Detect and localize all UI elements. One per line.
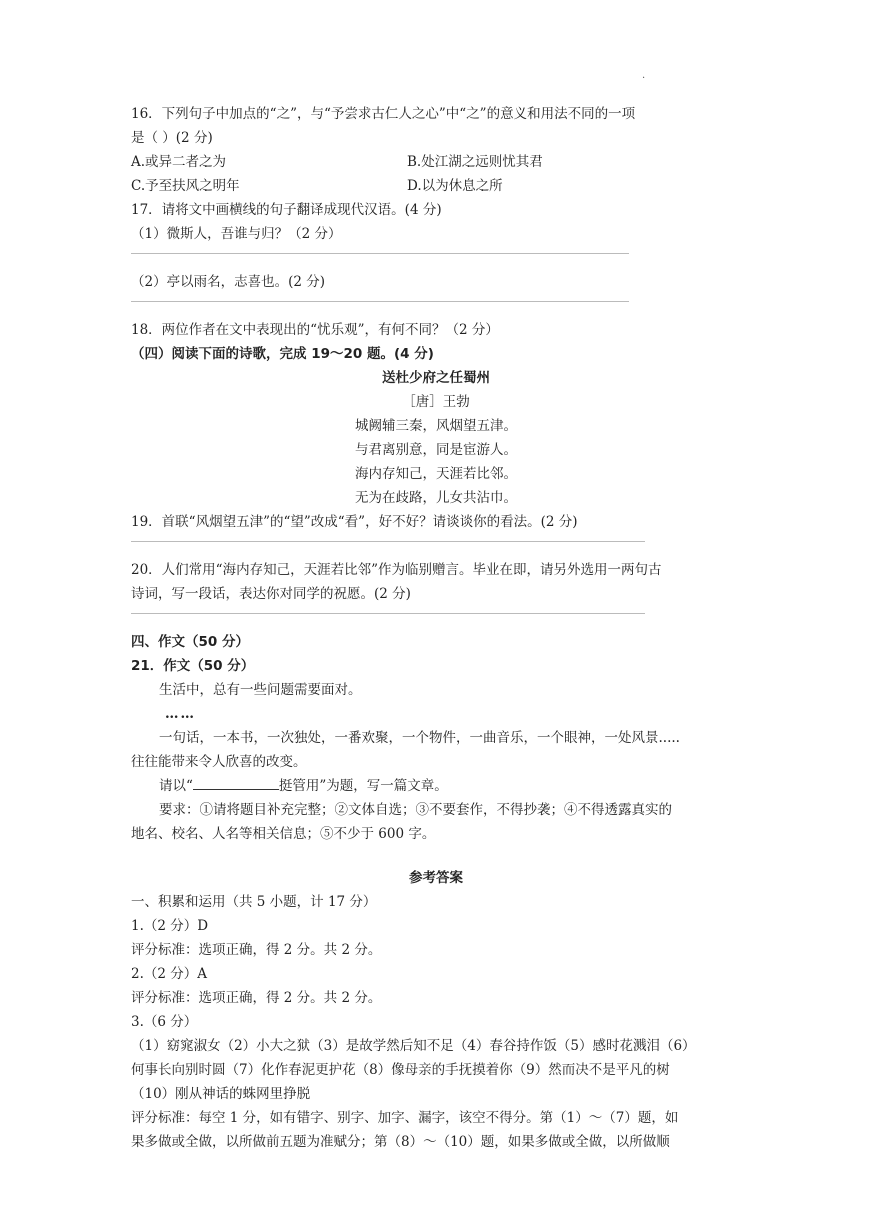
dotted-char: 之 xyxy=(461,154,476,170)
dotted-char: 之 xyxy=(199,154,213,170)
q16-option-c: C.予至扶风之明年 xyxy=(131,178,240,194)
q21-para1: 生活中，总有一些问题需要面对。 xyxy=(159,682,362,698)
part4-heading: 四、作文（50 分） xyxy=(131,634,249,650)
answer-line xyxy=(131,253,629,254)
dotted-char: 之 xyxy=(199,178,213,194)
q21-ellipsis: …… xyxy=(165,706,196,722)
answer-2: 2.（2 分）A xyxy=(131,966,208,982)
answer-line xyxy=(131,541,645,542)
answer-3-standard-line2: 果多做或全做，以所做前五题为准赋分；第（8）～（10）题，如果多做或全做，以所做顺 xyxy=(131,1134,670,1150)
answer-1: 1.（2 分）D xyxy=(131,918,209,934)
q21-para2-line2: 往往能带来令人欣喜的改变。 xyxy=(131,754,307,770)
answer-1-standard: 评分标准：选项正确，得 2 分。共 2 分。 xyxy=(131,942,382,958)
q21-requirements-line1: 要求：①请将题目补充完整；②文体自选；③不要套作，不得抄袭；④不得透露真实的 xyxy=(159,802,672,818)
answers-section1: 一、积累和运用（共 5 小题，计 17 分） xyxy=(131,894,377,910)
q20-stem-line1: 20．人们常用“海内存知己，天涯若比邻”作为临别赠言。毕业在即，请另外选用一两句古 xyxy=(131,562,662,578)
q21-heading: 21．作文（50 分） xyxy=(131,658,255,674)
q21-requirements-line2: 地名、校名、人名等相关信息；⑤不少于 600 字。 xyxy=(131,826,436,842)
q17-sub2: （2）亭以雨名，志喜也。(2 分) xyxy=(131,274,326,290)
poem-line-3: 海内存知己，天涯若比邻。 xyxy=(355,466,517,482)
q16-option-b: B.处江湖之远则忧其君 xyxy=(407,154,543,170)
answer-3-standard-line1: 评分标准：每空 1 分，如有错字、别字、加字、漏字，该空不得分。第（1）～（7）题，如 xyxy=(131,1110,679,1126)
answer-3-line3: （10）刚从神话的蛛网里挣脱 xyxy=(131,1086,311,1102)
q17-sub1: （1）微斯人，吾谁与归？（2 分） xyxy=(131,226,342,242)
q16-options-row1 xyxy=(131,150,741,174)
q19-stem: 19．首联“风烟望五津”的“望”改成“看”，好不好？请谈谈你的看法。(2 分) xyxy=(131,514,578,530)
answer-line xyxy=(131,613,645,614)
dotted-char: 之 xyxy=(475,178,490,194)
poem-title: 送杜少府之任蜀州 xyxy=(382,370,490,386)
answers-title: 参考答案 xyxy=(409,870,463,886)
poem-author: ［唐］王勃 xyxy=(402,394,470,410)
q17-stem: 17．请将文中画横线的句子翻译成现代汉语。(4 分) xyxy=(131,202,442,218)
q16-option-a: A.或异二者之为 xyxy=(131,154,227,170)
q16-stem-line1: 16．下列句子中加点的“之”，与“予尝求古仁人之心”中“之”的意义和用法不同的一项 xyxy=(131,106,636,122)
answer-3-line2: 何事长向别时圆（7）化作春泥更护花（8）像母亲的手抚摸着你（9）然而决不是平凡的树 xyxy=(131,1062,670,1078)
q20-stem-line2: 诗词，写一段话，表达你对同学的祝愿。(2 分) xyxy=(131,586,411,602)
q16-option-d: D.以为休息之所 xyxy=(407,178,503,194)
poem-line-4: 无为在歧路，儿女共沾巾。 xyxy=(355,490,517,506)
poem-line-1: 城阙辅三秦，风烟望五津。 xyxy=(355,418,517,434)
q16-stem-line2: 是（ ）(2 分) xyxy=(131,130,213,146)
document-page xyxy=(131,102,741,1154)
spacer xyxy=(131,846,741,866)
answer-3: 3.（6 分） xyxy=(131,1014,198,1030)
q21-para3: 请以“ 挺管用”为题，写一篇文章。 xyxy=(131,774,741,798)
page-corner-mark: . xyxy=(642,70,646,81)
answer-3-line1: （1）窈窕淑女（2）小大之狱（3）是故学然后知不足（4）春谷持作饭（5）感时花溅泪（6） xyxy=(131,1038,696,1054)
q21-para2-line1: 一句话，一本书，一次独处，一番欢聚，一个物件，一曲音乐，一个眼神，一处风景..... xyxy=(159,730,680,746)
title-blank xyxy=(193,775,279,790)
answer-2-standard: 评分标准：选项正确，得 2 分。共 2 分。 xyxy=(131,990,382,1006)
section4-heading: （四）阅读下面的诗歌，完成 19～20 题。(4 分) xyxy=(131,346,434,362)
q16-options-row2 xyxy=(131,174,741,198)
poem-line-2: 与君离别意，同是宦游人。 xyxy=(355,442,517,458)
q18-stem: 18．两位作者在文中表现出的“忧乐观”，有何不同？（2 分） xyxy=(131,322,499,338)
answer-line xyxy=(131,301,629,302)
